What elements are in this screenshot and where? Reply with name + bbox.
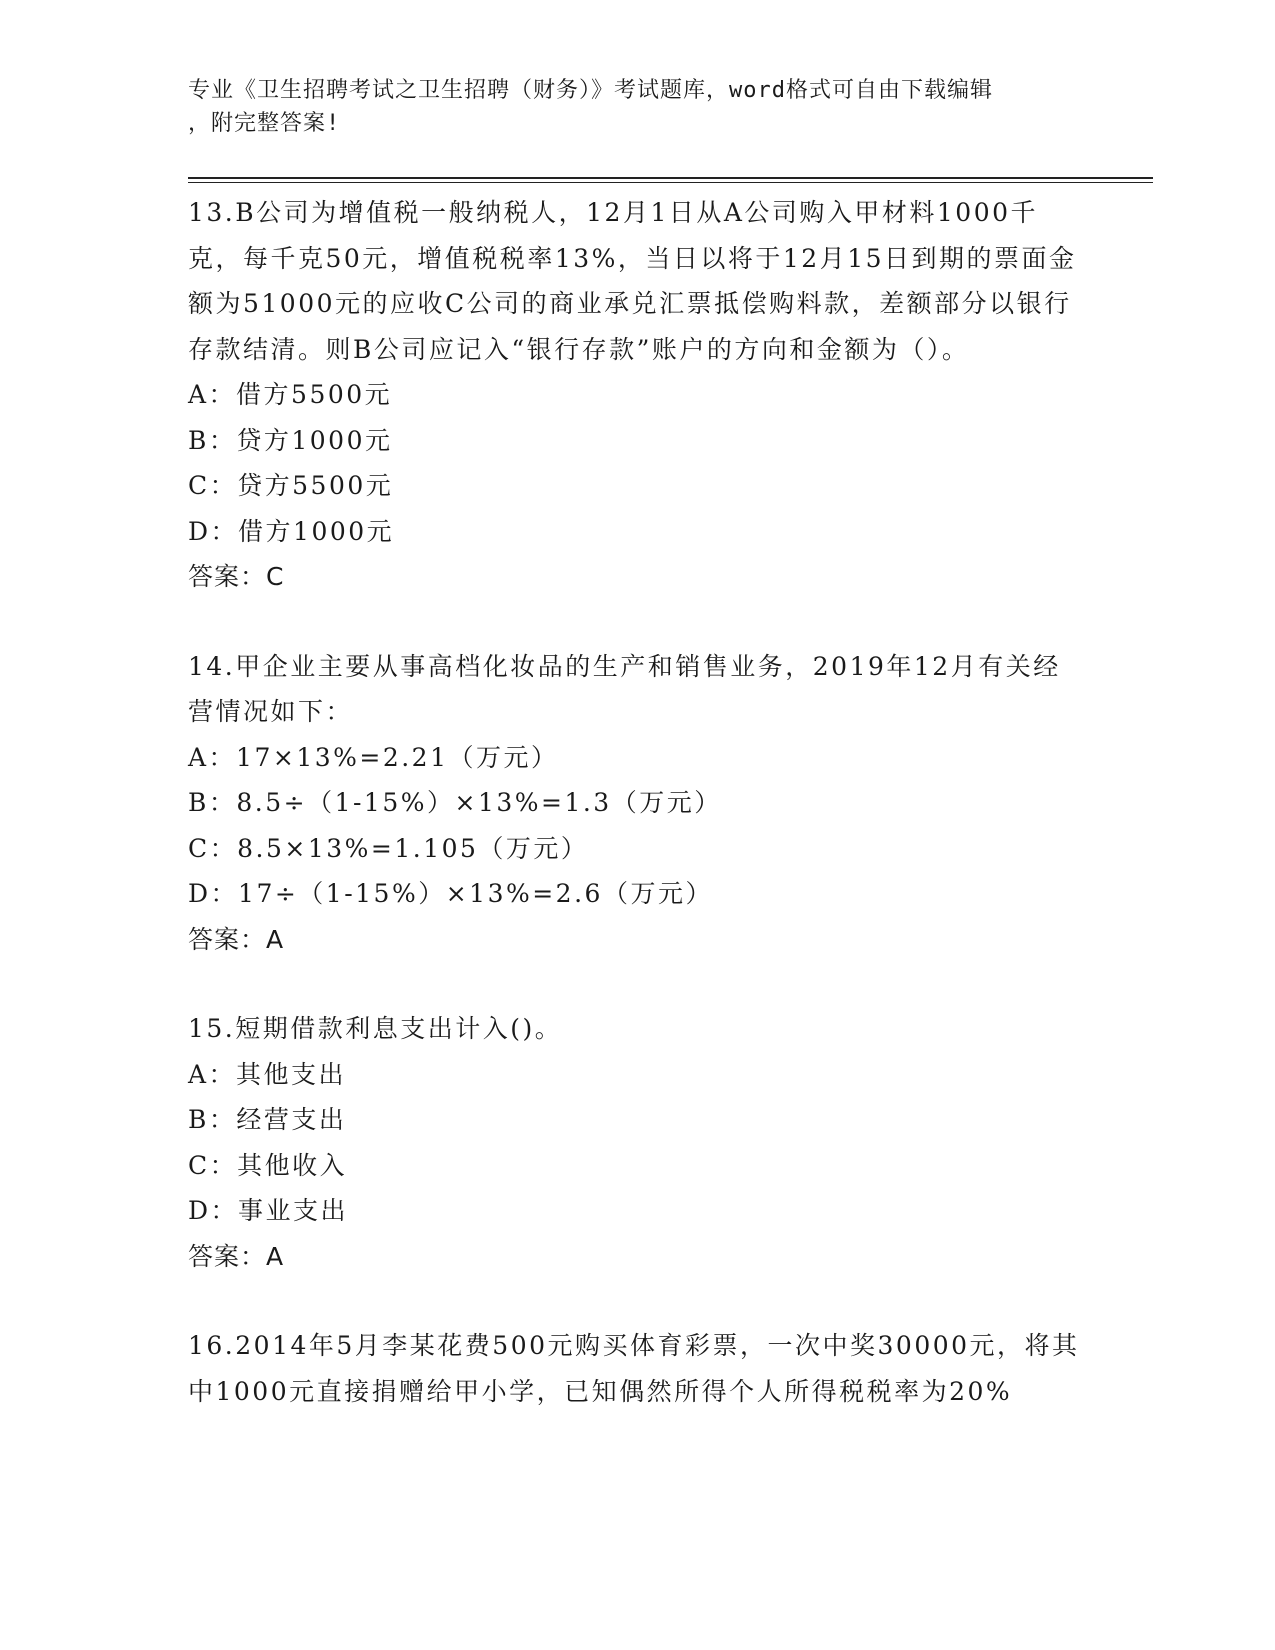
- answer-label: 答案：A: [188, 924, 285, 954]
- option-b: B：经营支出: [188, 1105, 347, 1134]
- question-16: [188, 1323, 1088, 1414]
- header-line-1: 专业《卫生招聘考试之卫生招聘（财务）》考试题库，word格式可自由下载编辑: [188, 78, 993, 103]
- option-d: D：借方1000元: [188, 516, 395, 546]
- question-list: [188, 190, 1088, 1458]
- question-14: [188, 644, 1088, 963]
- option-a: A：借方5500元: [188, 380, 393, 409]
- option-d: D：事业支出: [188, 1196, 349, 1225]
- header-line-2: ，附完整答案!: [188, 111, 341, 136]
- header-divider-thick: [188, 177, 1153, 179]
- option-b: B：8.5÷（1-15%）×13%=1.3（万元）: [188, 788, 722, 817]
- question-stem: 13.B公司为增值税一般纳税人，12月1日从A公司购入甲材料1000千克，每千克50元，增值税税率13%，当日以将于12月15日到期的票面金额为51000元的应收C公司的商业承兑汇票抵偿购料款，差额部分以银行存款结清。则B公司应记入“银行存款”账户的方向和金额为（）。: [188, 198, 1077, 364]
- question-stem: 16.2014年5月李某花费500元购买体育彩票，一次中奖30000元，将其中1000元直接捐赠给甲小学，已知偶然所得个人所得税税率为20%: [188, 1331, 1080, 1406]
- option-d: D：17÷（1-15%）×13%=2.6（万元）: [188, 879, 713, 908]
- header-divider-thin: [188, 182, 1153, 183]
- option-c: C：其他收入: [188, 1150, 348, 1180]
- answer-label: 答案：C: [188, 562, 285, 591]
- option-b: B：贷方1000元: [188, 425, 393, 455]
- option-c: C：8.5×13%=1.105（万元）: [188, 833, 589, 863]
- page-header: [188, 74, 1068, 140]
- question-13: [188, 190, 1088, 600]
- answer-label: 答案：A: [188, 1241, 285, 1271]
- option-c: C：贷方5500元: [188, 471, 394, 500]
- option-a: A：其他支出: [188, 1059, 347, 1089]
- question-stem: 14.甲企业主要从事高档化妆品的生产和销售业务，2019年12月有关经营情况如下：: [188, 651, 1061, 726]
- question-stem: 15.短期借款利息支出计入()。: [188, 1014, 563, 1043]
- question-15: [188, 1006, 1088, 1279]
- option-a: A：17×13%=2.21（万元）: [188, 742, 559, 772]
